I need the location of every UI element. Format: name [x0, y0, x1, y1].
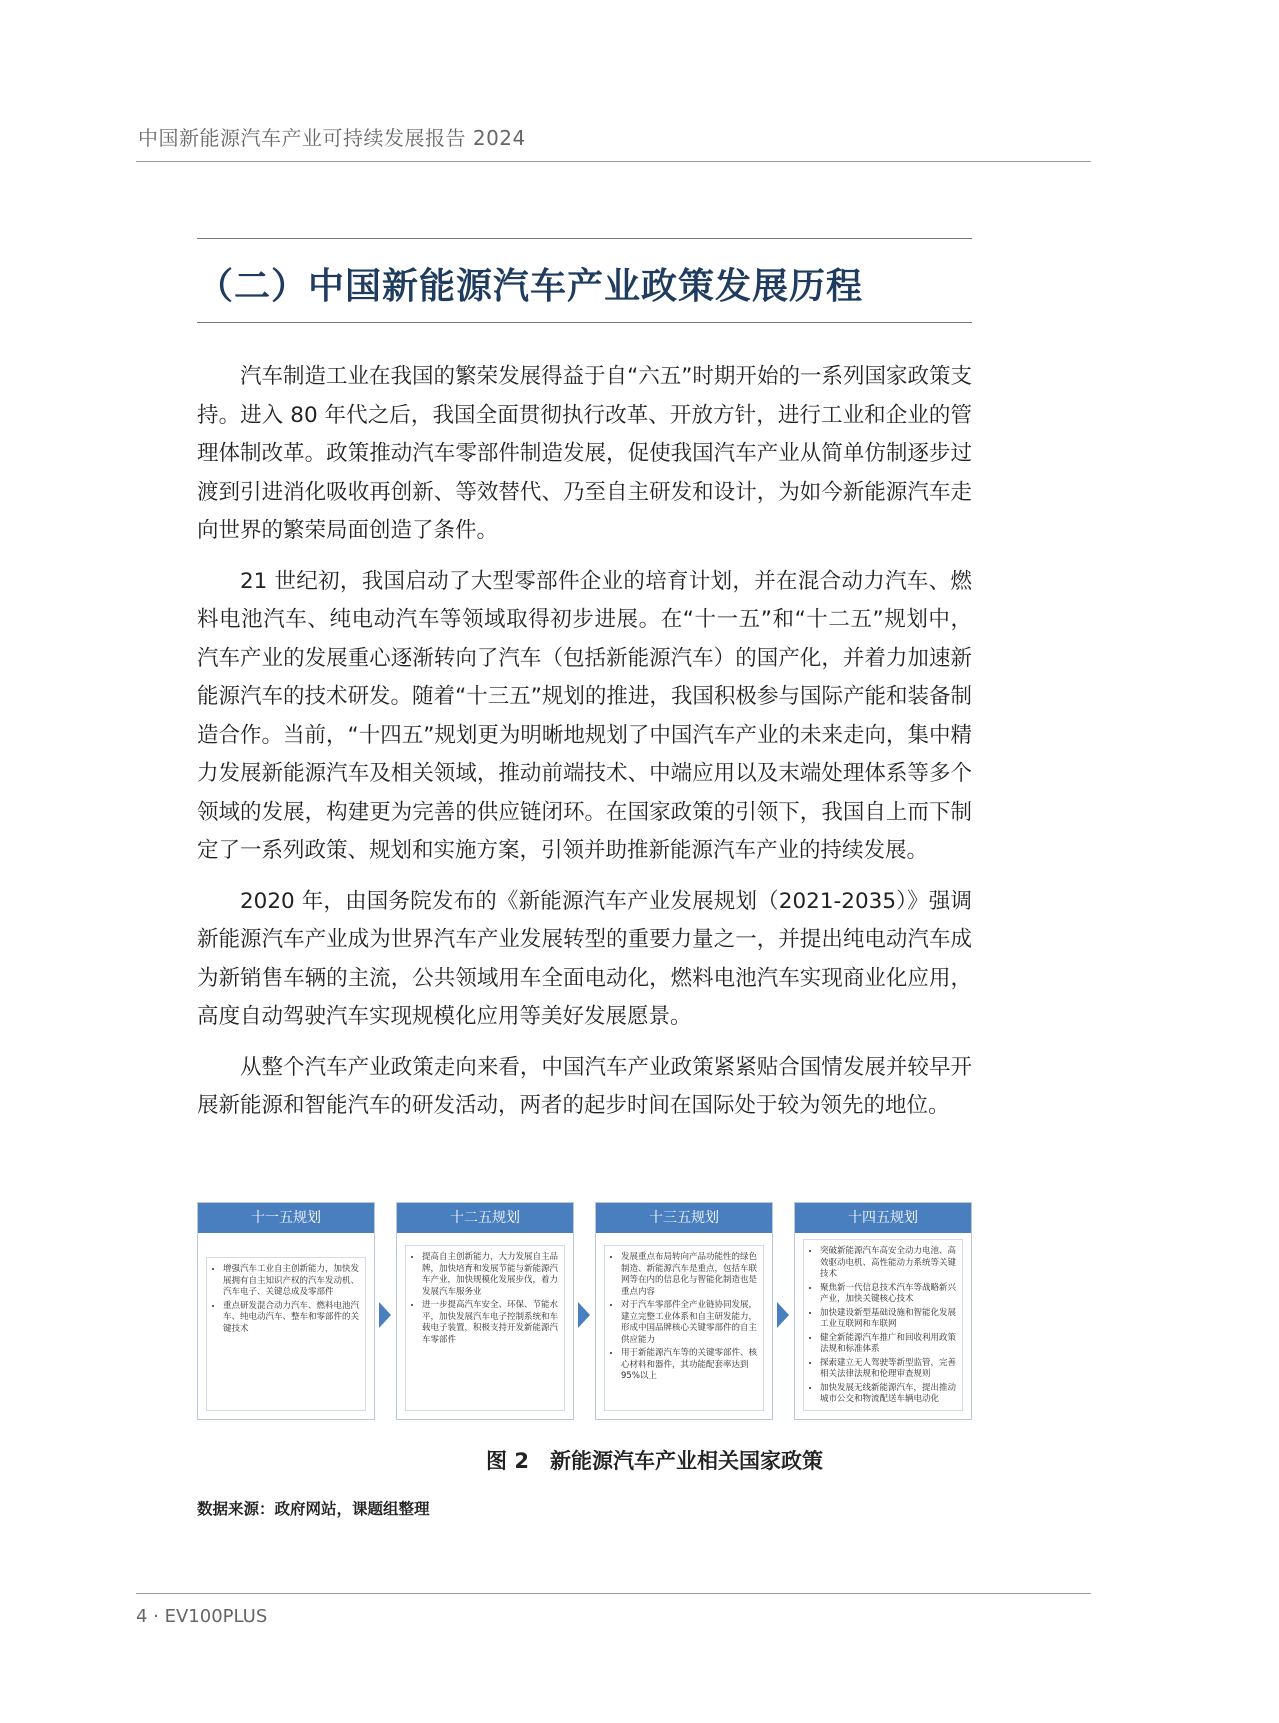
panel-title: 十二五规划 — [397, 1203, 573, 1233]
panel-item: • 发展重点布局转向产品功能性的绿色制造、新能源汽车是重点，包括车联网等在内的信息化与智能化制造也是重点内容 — [621, 1252, 757, 1298]
paragraph-3: 2020 年，由国务院发布的《新能源汽车产业发展规划（2021-2035）》强调新能源汽车产业成为世界汽车产业发展转型的重要力量之一，并提出纯电动汽车成为新销售车辆的主流，公共领域用车全面电动化，燃料电池汽车实现商业化应用，高度自动驾驶汽车实现规模化应用等美好发展愿景。 — [197, 888, 972, 1029]
data-source: 数据来源：政府网站，课题组整理 — [197, 1500, 430, 1518]
panel-14th-plan — [794, 1202, 972, 1420]
panel-content — [405, 1245, 565, 1411]
arrow-right-icon — [578, 1302, 590, 1328]
panel-item: • 突破新能源汽车高安全动力电池、高效驱动电机、高性能动力系统等关键技术 — [820, 1246, 956, 1281]
title-rule-bottom — [197, 322, 972, 323]
panel-12th-plan — [396, 1202, 574, 1420]
arrow-right-icon — [777, 1302, 789, 1328]
panel-content — [206, 1257, 366, 1411]
section-title: （二）中国新能源汽车产业政策发展历程 — [197, 266, 864, 307]
panel-title: 十三五规划 — [596, 1203, 772, 1233]
panel-item: • 提高自主创新能力，大力发展自主品牌，加快培育和发展节能与新能源汽车产业，加快规模化发展步伐，着力发展汽车服务业 — [422, 1252, 558, 1298]
panel-item: • 增强汽车工业自主创新能力，加快发展拥有自主知识产权的汽车发动机、汽车电子、关键总成及零部件 — [223, 1264, 359, 1299]
figure-caption: 图 2 新能源汽车产业相关国家政策 — [486, 1449, 823, 1473]
paragraph-1: 汽车制造工业在我国的繁荣发展得益于自“六五”时期开始的一系列国家政策支持。进入 80 年代之后，我国全面贯彻执行改革、开放方针，进行工业和企业的管理体制改革。政策推动汽车零部件制造发展，促使我国汽车产业从简单仿制逐步过渡到引进消化吸收再创新、等效替代、乃至自主研发和设计，为如今新能源汽车走向世界的繁荣局面创造了条件。 — [197, 364, 972, 543]
panel-item: • 重点研发混合动力汽车、燃料电池汽车、纯电动汽车、整车和零部件的关键技术 — [223, 1301, 359, 1336]
arrow-right-icon — [379, 1302, 391, 1328]
header-divider — [136, 161, 1091, 162]
paragraph-2: 21 世纪初，我国启动了大型零部件企业的培育计划，并在混合动力汽车、燃料电池汽车、纯电动汽车等领域取得初步进展。在“十一五”和“十二五”规划中，汽车产业的发展重心逐渐转向了汽车（包括新能源汽车）的国产化，并着力加速新能源汽车的技术研发。随着“十三五”规划的推进，我国积极参与国际产能和装备制造合作。当前，“十四五”规划更为明晰地规划了中国汽车产业的未来走向，集中精力发展新能源汽车及相关领域，推动前端技术、中端应用以及末端处理体系等多个领域的发展，构建更为完善的供应链闭环。在国家政策的引领下，我国自上而下制定了一系列政策、规划和实施方案，引领并助推新能源汽车产业的持续发展。 — [197, 568, 972, 863]
panel-11th-plan — [197, 1202, 375, 1420]
footer-divider — [136, 1593, 1091, 1594]
panel-content — [803, 1239, 963, 1411]
panel-item: • 对于汽车零部件全产业链协同发展，建立完整工业体系和自主研发能力，形成中国品牌核心关键零部件的自主供应能力 — [621, 1300, 757, 1346]
panel-item: • 加快建设新型基础设施和智能化发展工业互联网和车联网 — [820, 1308, 956, 1331]
panel-item: • 探索建立无人驾驶等新型监管，完善相关法律法规和伦理审查规则 — [820, 1358, 956, 1381]
panel-title: 十四五规划 — [795, 1203, 971, 1233]
panel-item: • 聚焦新一代信息技术汽车等战略新兴产业，加快关键核心技术 — [820, 1283, 956, 1306]
running-header: 中国新能源汽车产业可持续发展报告 2024 — [138, 126, 526, 150]
body-text — [197, 358, 972, 1138]
panel-item: • 健全新能源汽车推广和回收利用政策法规和标准体系 — [820, 1333, 956, 1356]
panel-item: • 用于新能源汽车等的关键零部件、核心材料和器件，其功能配套率达到95%以上 — [621, 1348, 757, 1383]
panel-13th-plan — [595, 1202, 773, 1420]
panel-title: 十一五规划 — [198, 1203, 374, 1233]
panel-content — [604, 1245, 764, 1411]
panel-item: • 加快发展无线新能源汽车，提出推动城市公交和物流配送车辆电动化 — [820, 1383, 956, 1406]
panel-item: • 进一步提高汽车安全、环保、节能水平，加快发展汽车电子控制系统和车载电子装置，积极支持开发新能源汽车零部件 — [422, 1300, 558, 1346]
page-footer: 4 · EV100PLUS — [136, 1606, 268, 1627]
policy-figure — [197, 1202, 972, 1422]
paragraph-4: 从整个汽车产业政策走向来看，中国汽车产业政策紧紧贴合国情发展并较早开展新能源和智能汽车的研发活动，两者的起步时间在国际处于较为领先的地位。 — [197, 1054, 972, 1118]
title-rule-top — [197, 238, 972, 239]
